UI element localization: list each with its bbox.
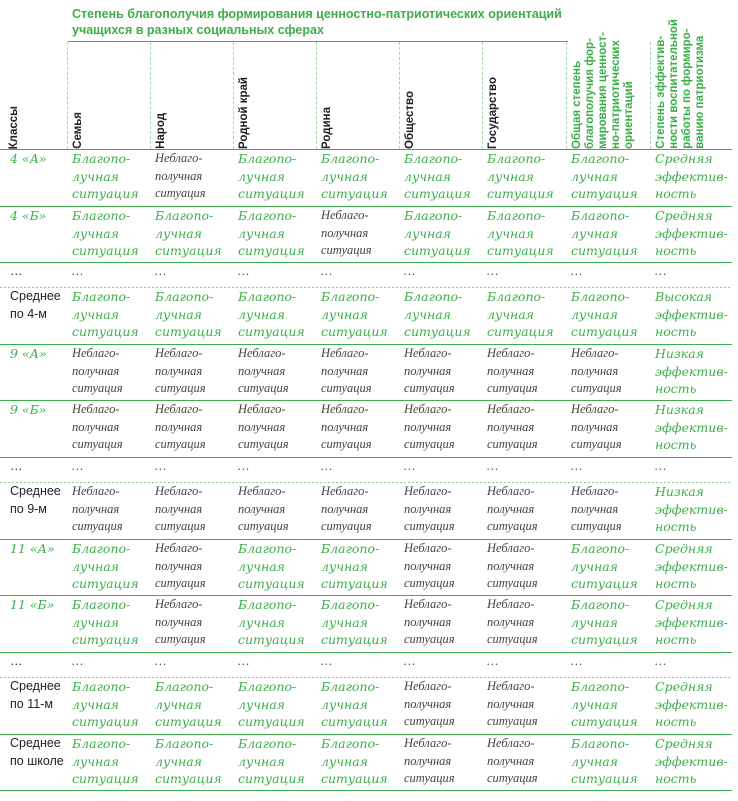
row-label: 4 «А» [10,151,47,166]
header-separator [650,42,651,149]
row-label: Среднее по 9-м [10,484,61,516]
column-header-people: Народ [155,113,167,149]
table-cell: Неблаго- получная ситуация [404,679,455,729]
table-cell: Неблаго- получная ситуация [155,151,206,201]
table-cell: Неблаго- получная ситуация [155,597,206,647]
header-separator [566,42,567,149]
table-cell: Неблаго- получная ситуация [571,402,622,452]
column-header-state: Государство [487,76,499,149]
table-cell: Благопо- лучная ситуация [238,541,305,592]
row-label: 4 «Б» [10,208,47,223]
row-label: 11 «А» [10,541,55,556]
table-cell: Благопо- лучная ситуация [72,541,139,592]
table-cell: Благопо- лучная ситуация [321,289,388,340]
table-cell: Низкая эффектив- ность [655,402,728,453]
column-header-homeland: Родина [321,107,333,149]
table-cell: … [321,459,333,473]
table-cell: Неблаго- получная ситуация [321,402,372,452]
table-cell: Благопо- лучная ситуация [321,597,388,648]
table-cell: Благопо- лучная ситуация [238,289,305,340]
row-label: … [10,459,23,473]
row-rule [0,790,732,791]
table-cell: Неблаго- получная ситуация [487,346,538,396]
table-cell: Благопо- лучная ситуация [321,151,388,202]
header-separator [150,42,151,149]
table-cell: Низкая эффектив- ность [655,484,728,535]
table-cell: Благопо- лучная ситуация [155,289,222,340]
table-cell: Благопо- лучная ситуация [321,679,388,730]
table-cell: Благопо- лучная ситуация [238,597,305,648]
row-label: Среднее по 11-м [10,679,61,711]
table-cell: … [404,459,416,473]
column-header-family: Семья [72,112,84,149]
column-header-society: Общество [404,91,416,149]
row-rule [0,652,732,653]
table-cell: … [72,654,84,668]
table-cell: … [238,654,250,668]
table-cell: … [155,654,167,668]
table-cell: Благопо- лучная ситуация [72,151,139,202]
table-cell: Благопо- лучная ситуация [238,151,305,202]
table-cell: Благопо- лучная ситуация [571,736,638,787]
row-label: 11 «Б» [10,597,55,612]
row-label: 9 «А» [10,346,47,361]
row-rule [0,457,732,458]
column-header-native-land: Родной край [238,76,250,149]
table-cell: Благопо- лучная ситуация [571,679,638,730]
table-cell: Неблаго- получная ситуация [155,541,206,591]
table-cell: Благопо- лучная ситуация [238,208,305,259]
table-cell: Неблаго- получная ситуация [487,597,538,647]
table-cell: … [72,264,84,278]
table-cell: Неблаго- получная ситуация [571,346,622,396]
table-cell: Благопо- лучная ситуация [72,289,139,340]
table-cell: … [155,459,167,473]
header-separator [399,42,400,149]
table-cell: Неблаго- получная ситуация [238,346,289,396]
row-label: 9 «Б» [10,402,47,417]
table-cell: Неблаго- получная ситуация [404,597,455,647]
table-cell: Благопо- лучная ситуация [571,597,638,648]
table-cell: Низкая эффектив- ность [655,346,728,397]
table-cell: Неблаго- получная ситуация [404,736,455,786]
table-cell: Неблаго- получная ситуация [404,484,455,534]
table-cell: … [321,264,333,278]
table-cell: Неблаго- получная ситуация [487,402,538,452]
table-cell: … [72,459,84,473]
table-cell: Неблаго- получная ситуация [487,541,538,591]
table-cell: Средняя эффектив- ность [655,541,728,592]
table-cell: … [487,459,499,473]
table-cell: Благопо- лучная ситуация [571,151,638,202]
table-cell: … [238,264,250,278]
table-cell: Благопо- лучная ситуация [72,208,139,259]
table-cell: Неблаго- получная ситуация [321,346,372,396]
table-cell: Средняя эффектив- ность [655,208,728,259]
table-cell: Благопо- лучная ситуация [238,679,305,730]
table-cell: Неблаго- получная ситуация [238,402,289,452]
header-separator [67,42,68,149]
table-cell: … [404,264,416,278]
group-column-header: Степень благополучия формирования ценностно-патриотических ориентаций учащихся в разных социальных сферах [72,7,562,37]
table-cell: … [571,264,583,278]
row-label: Среднее по школе [10,736,64,768]
table-cell: Благопо- лучная ситуация [155,208,222,259]
row-label: Среднее по 4-м [10,289,61,321]
table-cell: Благопо- лучная ситуация [321,736,388,787]
table-cell: Неблаго- получная ситуация [155,346,206,396]
table-cell: Благопо- лучная ситуация [72,736,139,787]
table-cell: Благопо- лучная ситуация [72,679,139,730]
row-label: … [10,654,23,668]
table-cell: Неблаго- получная ситуация [155,484,206,534]
table-cell: … [571,459,583,473]
table-cell: Неблаго- получная ситуация [404,346,455,396]
header-separator [233,42,234,149]
table-cell: Неблаго- получная ситуация [72,402,123,452]
table-cell: Благопо- лучная ситуация [571,541,638,592]
table-cell: Средняя эффектив- ность [655,151,728,202]
table-cell: … [155,264,167,278]
table-cell: Благопо- лучная ситуация [404,151,471,202]
table-cell: Благопо- лучная ситуация [238,736,305,787]
table-cell: … [655,459,667,473]
table-cell: Благопо- лучная ситуация [487,208,554,259]
table-cell: Средняя эффектив- ность [655,679,728,730]
table-cell: Благопо- лучная ситуация [155,679,222,730]
header-separator [316,42,317,149]
table-cell: … [238,459,250,473]
table-cell: Неблаго- получная ситуация [404,541,455,591]
table-cell: Неблаго- получная ситуация [487,484,538,534]
table-cell: Благопо- лучная ситуация [404,208,471,259]
table-cell: Средняя эффектив- ность [655,597,728,648]
table-cell: Благопо- лучная ситуация [404,289,471,340]
table-cell: … [321,654,333,668]
table-cell: … [487,264,499,278]
table-cell: Высокая эффектив- ность [655,289,728,340]
table-cell: … [404,654,416,668]
table-cell: Средняя эффектив- ность [655,736,728,787]
column-header-overall-degree: Общая степень благополучия фор- мирования ценност- но-патриотических ориентаций [571,32,635,149]
table-cell: Благопо- лучная ситуация [571,208,638,259]
table-cell: … [571,654,583,668]
group-header-rule [68,41,568,42]
table-cell: Благопо- лучная ситуация [571,289,638,340]
table-cell: Неблаго- получная ситуация [487,736,538,786]
table-cell: … [655,264,667,278]
table-cell: Неблаго- получная ситуация [404,402,455,452]
table-cell: Неблаго- получная ситуация [155,402,206,452]
table-cell: Неблаго- получная ситуация [72,346,123,396]
table-cell: Благопо- лучная ситуация [487,151,554,202]
table-cell: Неблаго- получная ситуация [321,484,372,534]
table-cell: Неблаго- получная ситуация [321,208,372,258]
table-cell: Благопо- лучная ситуация [487,289,554,340]
table-cell: Неблаго- получная ситуация [238,484,289,534]
table-cell: Неблаго- получная ситуация [487,679,538,729]
row-rule [0,262,732,263]
row-label: … [10,264,23,278]
table-cell: Благопо- лучная ситуация [321,541,388,592]
table-cell: Неблаго- получная ситуация [72,484,123,534]
column-header-efficiency: Степень эффектив- ности воспитательной работы по формиро- ванию патриотизма [655,19,706,149]
column-header-classes: Классы [8,105,20,149]
table-cell: Неблаго- получная ситуация [571,484,622,534]
table-cell: Благопо- лучная ситуация [72,597,139,648]
table-cell: … [655,654,667,668]
header-separator [482,42,483,149]
table-cell: … [487,654,499,668]
table-cell: Благопо- лучная ситуация [155,736,222,787]
